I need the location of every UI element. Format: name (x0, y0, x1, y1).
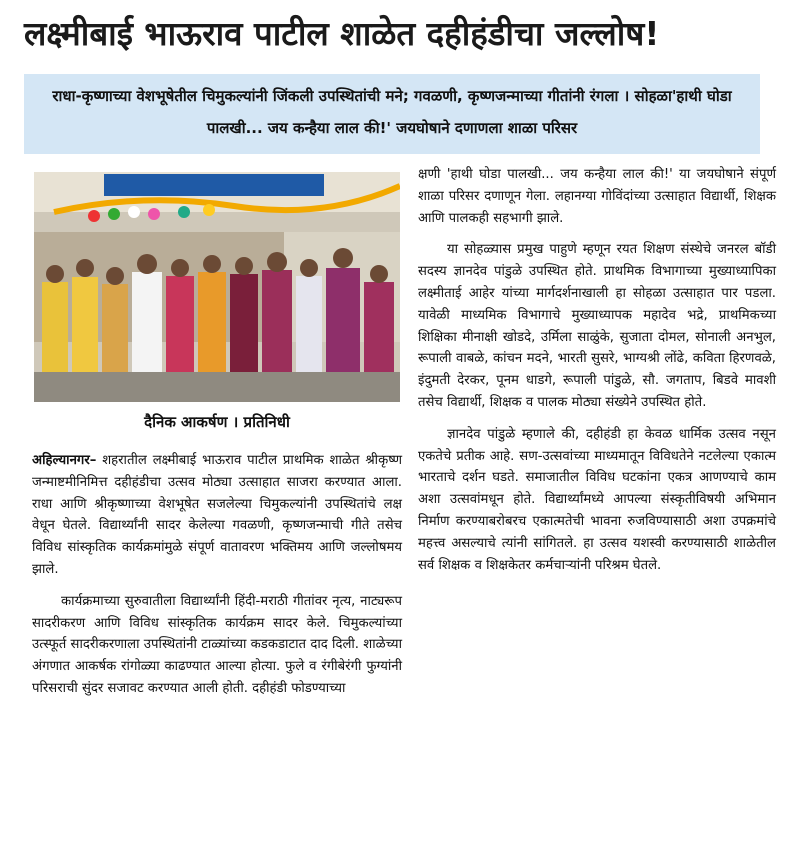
paragraph (32, 450, 402, 581)
event-photo (34, 172, 400, 402)
paragraph: कार्यक्रमाच्या सुरुवातीला विद्यार्थ्यांनी हिंदी-मराठी गीतांवर नृत्य, नाट्यरूप सादरीकरण आणि विविध सांस्कृतिक कार्यक्रम सादर केले. चिमुकल्यांच्या उत्स्फूर्त सादरीकरणाला उपस्थितांनी टाळ्यांच्या कडकडाटात दाद दिली. शाळेच्या अंगणात आकर्षक रांगोळ्या काढण्यात आल्या होत्या. फुले व रंगीबेरंगी फुग्यांनी परिसराची सुंदर सजावट करण्यात आली होती. दहीहंडी फोडण्याच्या (32, 593, 402, 696)
paragraph-text: शहरातील लक्ष्मीबाई भाऊराव पाटील प्राथमिक शाळेत श्रीकृष्ण जन्माष्टमीनिमित्त दहीहंडीचा उत्सव मोठ्या उत्साहात साजरा करण्यात आला. राधा आणि श्रीकृष्णाच्या वेशभूषेत सजलेल्या चिमुकल्यांनी उपस्थितांचे लक्ष वेधून घेतले. विद्यार्थ्यांनी सादर केलेल्या गवळणी, कृष्णजन्माची गीते तसेच विविध सांस्कृतिक कार्यक्रमांमुळे संपूर्ण वातावरण भक्तिमय आणि जल्लोषमय झाले. (32, 453, 402, 577)
paragraph: ज्ञानदेव पांडुळे म्हणाले की, दहीहंडी हा केवळ धार्मिक उत्सव नसून एकतेचे प्रतीक आहे. सण-उत्सवांच्या माध्यमातून विविधतेने नटलेल्या एकात्म भारताचे दर्शन घडते. समाजातील विविध घटकांना एकत्र आणण्याचे काम अशा उत्सवांमधून होते. विद्यार्थ्यांमध्ये आपल्या संस्कृतीविषयी अभिमान निर्माण करण्याबरोबरच एकात्मतेची भावना रुजविण्यासाठी अशा उपक्रमांचे महत्त्व असल्याचे त्यांनी सांगितले. हा उत्सव यशस्वी करण्यासाठी शाळेतील सर्व शिक्षक व शिक्षकेतर कर्मचाऱ्यांनी परिश्रम घेतले. (418, 426, 776, 573)
left-column (32, 450, 402, 700)
byline: दैनिक आकर्षण । प्रतिनिधी (144, 413, 290, 431)
right-column (418, 164, 776, 576)
paragraph: क्षणी 'हाथी घोडा पालखी... जय कन्हैया लाल की!' या जयघोषाने संपूर्ण शाळा परिसर दणाणून गेला. लहानग्या गोविंदांच्या उत्साहात विद्यार्थी, शिक्षक आणि पालकही सहभागी झाले. (418, 167, 776, 226)
deck-summary: राधा-कृष्णाच्या वेशभूषेतील चिमुकल्यांनी जिंकली उपस्थितांची मने; गवळणी, कृष्णजन्माच्या गीतांनी रंगला । सोहळा'हाथी घोडा पालखी... जय कन्हैया लाल की!' जयघोषाने दणाणला शाळा परिसर (24, 74, 760, 154)
dateline: अहिल्यानगर– (32, 453, 97, 468)
headline: लक्ष्मीबाई भाऊराव पाटील शाळेत दहीहंडीचा जल्लोष! (24, 14, 660, 53)
children-group-photo-illustration (34, 172, 400, 402)
paragraph: या सोहळ्यास प्रमुख पाहुणे म्हणून रयत शिक्षण संस्थेचे जनरल बॉडी सदस्य ज्ञानदेव पांडुळे उपस्थित होते. प्राथमिक विभागाच्या मुख्याध्यापिका लक्ष्मीताई आहेर यांच्या मार्गदर्शनाखाली हा सोहळा उत्साहात पार पडला. यावेळी माध्यमिक विभागाचे मुख्याध्यापक महादेव भद्रे, प्राथमिकच्या शिक्षिका मीनाक्षी खोडदे, उर्मिला साळुंके, सुजाता दोमल, सोनाली अनभुल, रूपाली वाबळे, कांचन मदने, भारती सुसरे, भाग्यश्री लोंढे, कविता हिरणवळे, इंदुमती देरकर, पूनम धाडगे, रूपाली पांडुळे, सौ. जगताप, बिडवे मावशी तसेच विद्यार्थी, शिक्षक व पालक मोठ्या संख्येने उपस्थित होते. (418, 242, 776, 410)
